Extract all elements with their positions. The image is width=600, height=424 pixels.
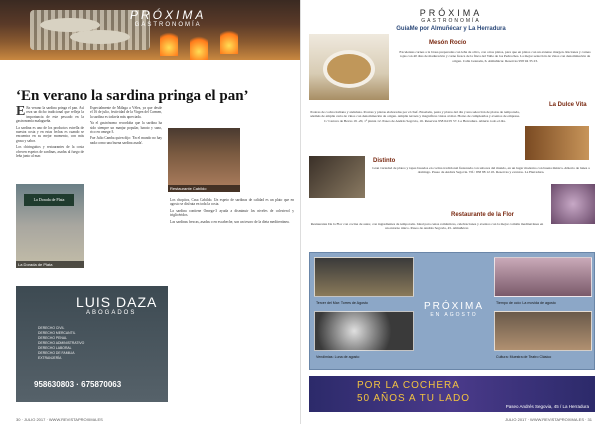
dulce-vita-photo [525, 126, 589, 160]
en-agosto-subtitle: EN AGOSTO [430, 312, 478, 318]
section-title-dulce: La Dulce Vita [549, 102, 587, 108]
en-agosto-panel [309, 252, 595, 370]
ad-name: LUIS DAZA [76, 294, 158, 310]
ad-phones: 958630803 · 675870063 [34, 380, 122, 389]
tile-photo[interactable] [314, 257, 414, 297]
cochera-address: Paseo Andrés Segovia, 45 / La Herradura [505, 404, 589, 409]
article-column-2: Especialmente de Málaga a Vélez, ya que desde el 16 de julio, festividad de la Virgen del Carmen, la sardina es todavía más apreciada. Ya el gastrónomo recordaba que la sardina ha sido siempre un manjar popular, barato y sano, rico en omega-3. Fue Julio Camba quien dijo: 'En el mundo no hay nada como una buena sardina asada'. [90, 106, 162, 145]
section-title-distinto: Distinto [373, 158, 396, 164]
ad-role: ABOGADOS [86, 310, 137, 316]
masthead-brand-right [301, 8, 600, 32]
page-footer-right: JULIO 2017 · WWW.REVISTAPROXIMA.ES · 31 [505, 417, 592, 422]
en-agosto-title-block [414, 301, 494, 318]
restaurant-photo-cabildo [168, 128, 240, 192]
page-footer-left: 30 · JULIO 2017 · WWW.REVISTAPROXIMA.ES [16, 417, 103, 422]
ad-services-list: DERECHO CIVIL DERECHO MERCANTIL DERECHO PENAL DERECHO ADMINISTRATIVO DERECHO LABORAL DERECHO DE FAMILIA EXTRANJERÍA [38, 326, 85, 360]
flor-photo [551, 184, 595, 224]
masthead-brand [130, 8, 206, 28]
dorada-sign: La Dorada de Plata [24, 194, 74, 206]
advertisement-cochera[interactable] [309, 376, 595, 412]
tile-photo[interactable] [494, 311, 592, 351]
section-body-flor: Restaurante De la Flor con cocina de autor, con ingredientes de temporada. Ideal para cenas románticas, celebraciones y eventos con la mejor comida mediterránea en un entorno único. Paseo de Andrés Segovia, 45. Almuñécar. [310, 222, 544, 231]
photo-caption: Restaurante Cabildo [168, 185, 240, 192]
section-title-meson: Mesón Rocío [429, 40, 467, 46]
section-title-flor: Restaurante de la Flor [451, 212, 515, 218]
brand-title: PRÓXIMA [419, 8, 483, 18]
tile-caption: Tiempo de ocio: La movida de agosto [496, 301, 556, 305]
tile-caption: Cultura: Muestra de Teatro Clásico [496, 355, 552, 359]
distinto-photo [309, 156, 365, 198]
brand-tagline: GuíaMe por Almuñécar y La Herradura [396, 26, 506, 32]
hero-grill-photo [0, 0, 300, 60]
brand-subtitle: GASTRONOMÍA [421, 18, 481, 24]
section-body-distinto: Gran variedad de platos y tapas basados en cocina tradicional fusionada con sabores del mundo, en un lugar moderno con buena música. Abierto de lunes a domingo. Paseo de Andrés Segovia. Tlf.: 958 88 12 45. Reservas y eventos. La Herradura. [372, 166, 590, 175]
restaurant-photo-dorada [16, 184, 84, 268]
article-column-3: Los chopitos, Casa Cabildo. Un espeto de sardinas de calidad es un plato que en agosto se disfruta en toda la costa. La sardina contiene Omega-3 ayuda a disminuir los niveles de colesterol y triglicéridos. Las sardinas frescas, asadas o en escabeche, son un tesoro de la dieta mediterránea. [170, 198, 294, 224]
brand-title: PRÓXIMA [130, 8, 207, 22]
article-column-1: E En verano la sardina pringa el pan. Así reza un dicho tradicional que refleja la importancia de este pescado en la gastronomía malagueña. La sardina es uno de los productos estrella de nuestra costa y en estas fechas es cuando se encuentra en su mejor momento, con más grasa y sabor. Los chiringuitos y restaurantes de la costa ofrecen espetos de sardinas, asadas al fuego de leña junto al mar. [16, 104, 84, 159]
section-body-meson: Excelentes carnes a la brasa preparadas con leña de olivo, con otros platos, para que en platos con un extenso margen. Raciones y carnes rojas con 40 días de maduración y carne fresca de la finca del Valle de los Pedroches. La mejor selección de vinos con denominación de origen. Calle Granada, 6. Almuñécar. Reservas 958 94 35 23. [399, 50, 591, 63]
section-body-dulce: Postres de cocina italiana y andaluza. Postres y pizzas elaboradas por el chef. Ensalada, pasta y platos del día y una selección de platos de temporada, además de amplia carta de vinos con denominación de origen. Amplia terraza y magníficas vistas al mar. Horno de cumpleaños y eventos de empresa. C/ Carrera de Bevas 19 -20, 1ª planta 12. Paseo de Andrés Segovia, 16. Reservas 958 64 05 57. La Herradura. Abierto todo el día. [310, 110, 520, 123]
tile-photo[interactable] [314, 311, 414, 351]
brand-subtitle: GASTRONOMÍA [134, 22, 202, 28]
tile-photo[interactable] [494, 257, 592, 297]
article-title: ‘En verano la sardina pringa el pan’ [16, 88, 249, 104]
tile-caption: Tercer del Mar: Torres de Agosto [316, 301, 368, 305]
photo-caption: La Dorada de Plata [16, 261, 84, 268]
cochera-line-2: 50 AÑOS A TU LADO [357, 393, 470, 404]
right-page [300, 0, 600, 424]
en-agosto-title: PRÓXIMA [423, 301, 485, 312]
cochera-line-1: POR LA COCHERA [357, 380, 460, 391]
tile-caption: Vendimias: Luna de agosto [316, 355, 360, 359]
advertisement-luis-daza[interactable] [16, 286, 168, 402]
meson-rocio-photo [309, 34, 389, 100]
